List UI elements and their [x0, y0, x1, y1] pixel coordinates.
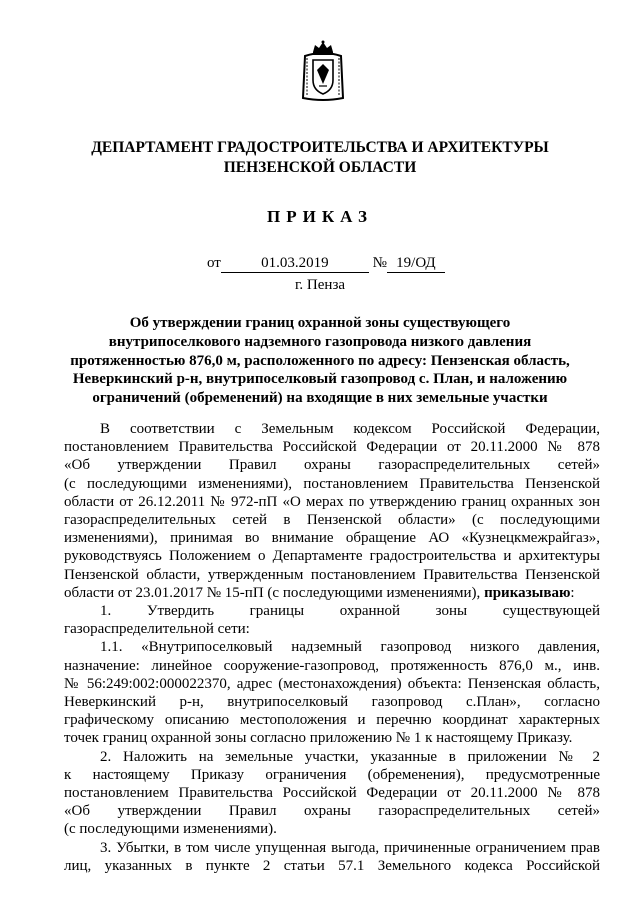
body-line	[64, 584, 600, 602]
title-line: Неверкинский р-н, внутрипоселковый газопровод с. План, и наложению	[72, 371, 568, 388]
decree-colon: :	[570, 584, 575, 601]
body-line: 2. Наложить на земельные участки, указанные в приложении № 2	[100, 748, 600, 765]
body-line: графическому описанию местоположения и перечню координат характерных	[64, 712, 600, 729]
date-number-line	[207, 255, 445, 273]
body-line: области от 26.12.2011 № 972-пП «О мерах по утверждению границ охранных зон	[64, 493, 600, 510]
body-line: назначение: линейное сооружение-газопровод, протяженность 876,0 м., инв.	[64, 657, 600, 674]
body-line: «Об утверждении Правил охраны газораспределительных сетей»	[64, 803, 600, 820]
body-line: № 56:249:002:000022370, адрес (местонахождения) объекта: Пензенская область,	[64, 675, 600, 692]
city-line: г. Пенза	[294, 277, 346, 293]
body-line: (с последующими изменениями).	[64, 821, 277, 838]
body-line: лиц, указанных в пункте 2 статьи 57.1 Земельного кодекса Российской	[64, 857, 600, 874]
order-date: 01.03.2019	[221, 255, 369, 273]
title-line: ограничений (обременений) на входящие в них земельные участки	[92, 390, 548, 407]
decree-word: приказываю	[484, 584, 571, 601]
coat-of-arms-emblem	[299, 40, 347, 102]
body-line: 1.1. «Внутрипоселковый надземный газопровод низкого давления,	[100, 639, 600, 656]
order-number: 19/ОД	[387, 255, 445, 273]
number-label: №	[372, 255, 387, 271]
department-name-line2: ПЕНЗЕНСКОЙ ОБЛАСТИ	[223, 159, 417, 176]
body-line: 3. Убытки, в том числе упущенная выгода, причиненные ограничением прав	[100, 839, 600, 856]
body-line: к настоящему Приказу ограничения (обременения), предусмотренные	[64, 766, 600, 783]
department-name-line1: ДЕПАРТАМЕНТ ГРАДОСТРОИТЕЛЬСТВА И АРХИТЕКТУРЫ	[91, 139, 549, 156]
body-line: (с последующими изменениями), постановлением Правительства Пензенской	[64, 475, 600, 492]
body-line: В соответствии с Земельным кодексом Российской Федерации,	[100, 421, 600, 437]
body-line: газораспределительной сети:	[64, 621, 250, 638]
title-line: Об утверждении границ охранной зоны существующего	[129, 315, 511, 331]
body-line: постановлением Правительства Российской Федерации от 20.11.2000 № 878	[64, 785, 600, 802]
title-line: протяженностью 876,0 м, расположенного по адресу: Пензенская область,	[70, 352, 570, 369]
body-line: 1. Утвердить границы охранной зоны существующей	[100, 603, 600, 620]
body-line: постановлением Правительства Российской Федерации от 20.11.2000 № 878	[64, 439, 600, 456]
order-heading: ПРИКАЗ	[267, 207, 373, 226]
body-line: газораспределительных сетей в Пензенской области» (с последующими	[64, 512, 600, 529]
body-line: Неверкинский р-н, внутрипоселковый газопровод с.План», согласно	[64, 694, 600, 711]
body-line: руководствуясь Положением о Департаменте градостроительства и архитектуры	[64, 548, 600, 565]
body-line: изменениями), принимая во внимание обращение АО «Кузнецкмежрайгаз»,	[64, 530, 600, 547]
from-label: от	[207, 255, 221, 271]
order-body	[64, 420, 600, 875]
body-text: области от 23.01.2017 № 15-пП (с последующими изменениями),	[64, 584, 481, 601]
body-line: «Об утверждении Правил охраны газораспределительных сетей»	[64, 457, 600, 474]
body-line: точек границ охранной зоны согласно приложению № 1 к настоящему Приказу.	[64, 730, 573, 747]
body-line: Пензенской области, утвержденным постановлением Правительства Пензенской	[64, 566, 600, 583]
title-line: внутрипоселкового надземного газопровода низкого давления	[108, 333, 532, 350]
order-title	[60, 314, 580, 408]
